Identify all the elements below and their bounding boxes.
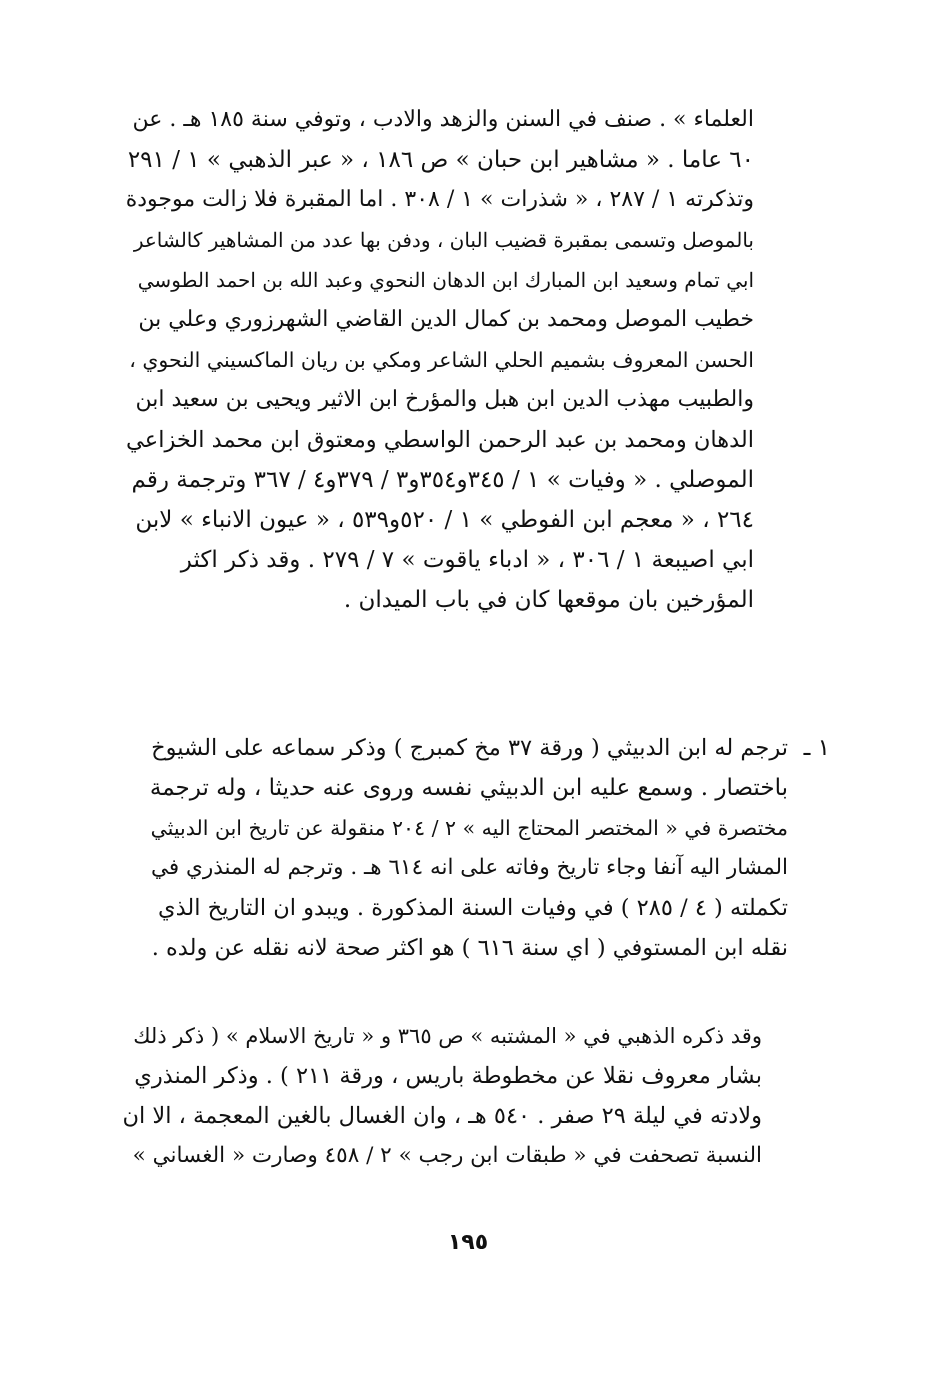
main-paragraph	[126, 100, 754, 620]
footnote-number: ١ ـ	[803, 735, 830, 761]
footnote-line: تكملته ( ٤ / ٢٨٥ ) في وفيات السنة المذكورة . ويبدو ان التاريخ الذي	[158, 895, 788, 921]
main-line: الموصلي . « وفيات » ١ / ٣٤٥و٣٥٤و٣ / ٣٧٩و٤ / ٣٦٧ وترجمة رقم	[131, 467, 754, 493]
footnote-line: وقد ذكره الذهبي في « المشتبه » ص ٣٦٥ و « تاريخ الاسلام » ( ذكر ذلك	[133, 1024, 762, 1048]
footnote-continuation	[122, 1016, 762, 1176]
main-line: بالموصل وتسمى بمقبرة قضيب البان ، ودفن بها عدد من المشاهير كالشاعر	[133, 228, 754, 252]
main-line: ابي اصيبعة ١ / ٣٠٦ ، « ادباء ياقوت » ٧ / ٢٧٩ . وقد ذكر اكثر	[180, 547, 754, 573]
footnote-line: نقله ابن المستوفي ( اي سنة ٦١٦ ) هو اكثر صحة لانه نقله عن ولده .	[151, 935, 788, 961]
main-line: المؤرخين بان موقعها كان في باب الميدان .	[343, 587, 754, 613]
main-line: العلماء » . صنف في السنن والزهد والادب ، وتوفي سنة ١٨٥ هـ . عن	[132, 107, 754, 132]
main-line: خطيب الموصل ومحمد بن كمال الدين القاضي الشهرزوري وعلي بن	[138, 307, 754, 332]
main-line: والطبيب مهذب الدين ابن هبل والمؤرخ ابن الاثير ويحيى بن سعيد ابن	[135, 387, 754, 412]
footnote-1	[148, 728, 830, 968]
main-line: وتذكرته ١ / ٢٨٧ ، « شذرات » ١ / ٣٠٨ . اما المقبرة فلا زالت موجودة	[126, 187, 754, 212]
footnote-line: النسبة تصحفت في « طبقات ابن رجب » ٢ / ٤٥٨ وصارت « الغساني »	[132, 1143, 762, 1168]
main-line: الدهان ومحمد بن عبد الرحمن الواسطي ومعتوق ابن محمد الخزاعي	[126, 427, 754, 453]
footnote-line: مختصرة في « المختصر المحتاج اليه » ٢ / ٢٠٤ منقولة عن تاريخ ابن الدبيثي	[150, 816, 788, 840]
main-line: ابي تمام وسعيد ابن المبارك ابن الدهان النحوي وعبد الله بن احمد الطوسي	[137, 268, 754, 292]
main-line: الحسن المعروف بشميم الحلي الشاعر ومكي بن ريان الماكسيني النحوي ،	[129, 348, 754, 372]
footnote-line: ولادته في ليلة ٢٩ صفر . ٥٤٠ هـ ، وان الغسال بالغين المعجمة ، الا ان	[122, 1103, 762, 1129]
footnote-line: باختصار . وسمع عليه ابن الدبيثي نفسه وروى عنه حديثا ، وله ترجمة	[149, 775, 788, 801]
footnote-line: بشار معروف نقلا عن مخطوطة باريس ، ورقة ٢١١ ) . وذكر المنذري	[134, 1063, 762, 1089]
main-line: ٦٠ عاما . « مشاهير ابن حبان » ص ١٨٦ ، « عبر الذهبي » ١ / ٢٩١	[127, 147, 754, 173]
page-number: ١٩٥	[447, 1230, 489, 1255]
main-line: ٢٦٤ ، « معجم ابن الفوطي » ١ / ٥٢٠و٥٣٩ ، « عيون الانباء » لابن	[135, 507, 754, 533]
footnote-line: المشار اليه آنفا وجاء تاريخ وفاته على انه ٦١٤ هـ . وترجم له المنذري في	[150, 855, 788, 880]
footnote-line: ترجم له ابن الدبيثي ( ورقة ٣٧ مخ كمبرج ) وذكر سماعه على الشيوخ	[151, 735, 788, 761]
